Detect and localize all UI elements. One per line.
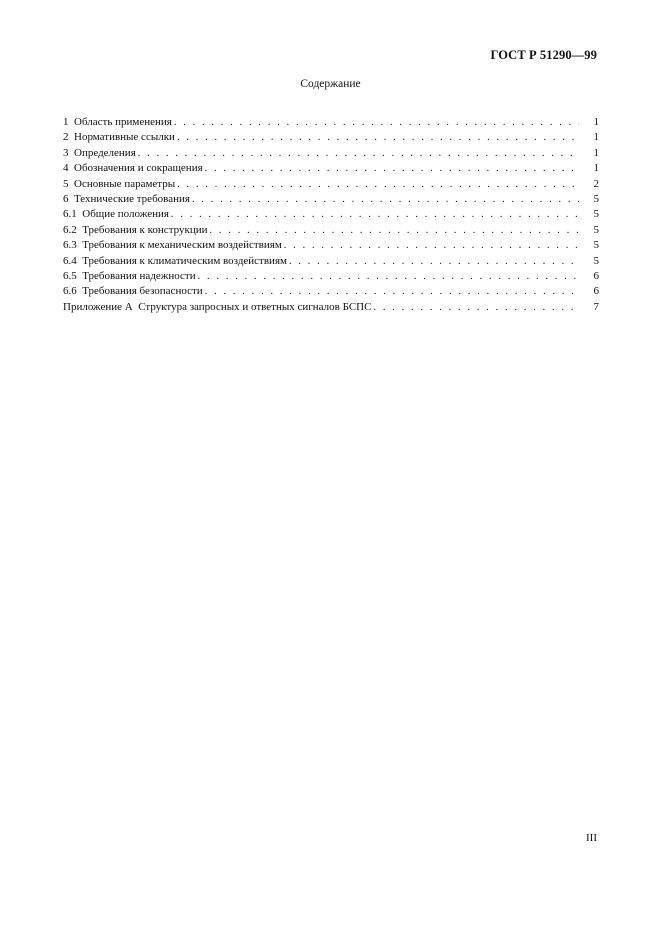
toc-entry-3[interactable] xyxy=(63,146,599,161)
toc-entry-2[interactable] xyxy=(63,130,599,145)
toc-entry-label: 6.4 Требования к климатическим воздействиям xyxy=(63,254,287,267)
toc-entry-label: 6 Технические требования xyxy=(63,192,190,205)
toc-entry-5[interactable] xyxy=(63,177,599,192)
toc-entry-page: 1 xyxy=(593,131,599,144)
page-folio: III xyxy=(586,832,597,844)
toc-entry-page: 6 xyxy=(593,269,599,282)
toc-entry-label: 6.6 Требования безопасности xyxy=(63,285,203,298)
toc-entry-label: 2 Нормативные ссылки xyxy=(63,131,175,144)
toc-entry-page: 1 xyxy=(593,146,599,159)
table-of-contents xyxy=(63,115,599,315)
toc-entry-label: 6.3 Требования к механическим воздействиям xyxy=(63,239,282,252)
standard-number: ГОСТ Р 51290—99 xyxy=(490,48,597,62)
toc-entry-6[interactable] xyxy=(63,192,599,207)
toc-entry-appendix-a[interactable] xyxy=(63,300,599,315)
toc-entry-label: 3 Определения xyxy=(63,146,136,159)
toc-entry-page: 5 xyxy=(593,239,599,252)
toc-leader-dots xyxy=(373,300,579,315)
toc-leader-dots xyxy=(210,223,580,238)
toc-entry-page: 5 xyxy=(593,208,599,221)
toc-leader-dots xyxy=(177,177,579,192)
toc-entry-page: 5 xyxy=(593,254,599,267)
toc-entry-label: Приложение А Структура запросных и ответных сигналов БСПС xyxy=(63,300,372,313)
toc-entry-label: 4 Обозначения и сокращения xyxy=(63,162,203,175)
toc-entry-label: 5 Основные параметры xyxy=(63,177,176,190)
toc-entry-page: 1 xyxy=(593,162,599,175)
toc-entry-page: 2 xyxy=(593,177,599,190)
toc-entry-4[interactable] xyxy=(63,161,599,176)
toc-entry-label: 6.2 Требования к конструкции xyxy=(63,223,208,236)
toc-entry-6-1[interactable] xyxy=(63,207,599,222)
toc-entry-page: 5 xyxy=(593,223,599,236)
toc-entry-label: 6.5 Требования надежности xyxy=(63,269,196,282)
toc-entry-6-6[interactable] xyxy=(63,284,599,299)
toc-entry-page: 5 xyxy=(593,192,599,205)
toc-title: Содержание xyxy=(300,78,361,90)
toc-entry-label: 6.1 Общие положения xyxy=(63,208,169,221)
toc-leader-dots xyxy=(284,238,579,253)
toc-entry-1[interactable] xyxy=(63,115,599,130)
toc-leader-dots xyxy=(198,269,579,284)
toc-leader-dots xyxy=(192,192,579,207)
toc-entry-6-2[interactable] xyxy=(63,223,599,238)
toc-leader-dots xyxy=(205,284,579,299)
toc-leader-dots xyxy=(177,130,579,145)
toc-leader-dots xyxy=(205,161,579,176)
toc-entry-page: 7 xyxy=(593,300,599,313)
toc-leader-dots xyxy=(289,254,579,269)
toc-leader-dots xyxy=(171,207,579,222)
toc-entry-6-3[interactable] xyxy=(63,238,599,253)
toc-leader-dots xyxy=(138,146,579,161)
toc-entry-6-4[interactable] xyxy=(63,254,599,269)
toc-entry-6-5[interactable] xyxy=(63,269,599,284)
toc-entry-page: 6 xyxy=(593,285,599,298)
toc-leader-dots xyxy=(174,115,579,130)
toc-entry-label: 1 Область применения xyxy=(63,116,172,128)
toc-entry-page: 1 xyxy=(593,116,599,128)
